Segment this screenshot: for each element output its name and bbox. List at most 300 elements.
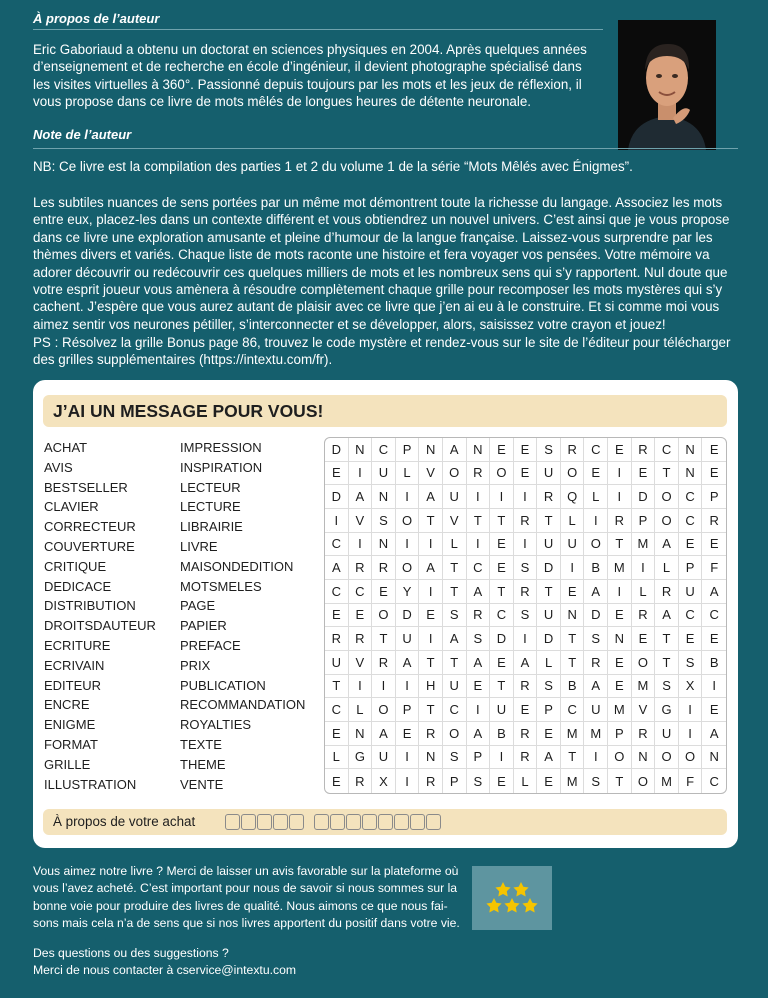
note-body-line: entre eux, placez-les dans un contexte différent et vous obtiendrez un nouvel univers. C’est ainsi que je vous propose xyxy=(33,212,730,228)
grid-cell[interactable]: U xyxy=(537,604,561,628)
word-item: THEME xyxy=(180,756,226,772)
grid-cell[interactable]: R xyxy=(349,769,373,793)
grid-cell[interactable]: A xyxy=(467,651,491,675)
grid-cell[interactable]: R xyxy=(702,509,726,533)
grid-cell[interactable]: O xyxy=(608,746,632,770)
word-item: DEDICACE xyxy=(44,578,112,594)
grid-cell[interactable]: T xyxy=(419,509,443,533)
word-item: BESTSELLER xyxy=(44,479,128,495)
grid-cell[interactable]: L xyxy=(514,769,538,793)
grid-cell[interactable]: U xyxy=(396,627,420,651)
grid-cell[interactable]: N xyxy=(632,746,656,770)
grid-cell[interactable]: H xyxy=(419,675,443,699)
grid-cell[interactable]: O xyxy=(490,462,514,486)
grid-cell[interactable]: B xyxy=(490,722,514,746)
grid-cell[interactable]: E xyxy=(608,675,632,699)
grid-cell[interactable]: U xyxy=(655,722,679,746)
grid-cell[interactable]: N xyxy=(372,533,396,557)
grid-cell[interactable]: A xyxy=(467,580,491,604)
grid-cell[interactable]: T xyxy=(561,746,585,770)
grid-cell[interactable]: I xyxy=(467,698,491,722)
grid-cell[interactable]: I xyxy=(396,746,420,770)
word-item: AVIS xyxy=(44,459,73,475)
grid-cell[interactable]: O xyxy=(655,485,679,509)
grid-cell[interactable]: C xyxy=(584,438,608,462)
grid-cell[interactable]: T xyxy=(419,651,443,675)
author-bio-line: vous propose dans ce livre de mots mêlés de longues heures de détente neuronale. xyxy=(33,94,532,110)
grid-cell[interactable]: E xyxy=(561,580,585,604)
grid-cell[interactable]: C xyxy=(679,604,703,628)
grid-cell[interactable]: C xyxy=(325,533,349,557)
grid-cell[interactable]: O xyxy=(443,722,467,746)
grid-cell[interactable]: B xyxy=(561,675,585,699)
grid-cell[interactable]: A xyxy=(419,485,443,509)
answer-letter-box[interactable] xyxy=(314,814,329,830)
grid-cell[interactable]: B xyxy=(702,651,726,675)
word-item: GRILLE xyxy=(44,756,91,772)
grid-cell[interactable]: I xyxy=(396,769,420,793)
grid-cell[interactable]: T xyxy=(561,651,585,675)
grid-cell[interactable]: N xyxy=(702,746,726,770)
grid-cell[interactable]: E xyxy=(537,769,561,793)
word-item: LIBRAIRIE xyxy=(180,519,243,535)
word-item: DROITSDAUTEUR xyxy=(44,618,156,634)
grid-cell[interactable]: D xyxy=(396,604,420,628)
grid-cell[interactable]: E xyxy=(702,533,726,557)
grid-cell[interactable]: I xyxy=(419,627,443,651)
grid-cell[interactable]: E xyxy=(467,675,491,699)
answer-letter-box[interactable] xyxy=(426,814,441,830)
grid-cell[interactable]: O xyxy=(396,556,420,580)
grid-cell[interactable]: I xyxy=(490,746,514,770)
answer-letter-box[interactable] xyxy=(378,814,393,830)
grid-cell[interactable]: N xyxy=(679,462,703,486)
grid-cell[interactable]: T xyxy=(561,627,585,651)
grid-cell[interactable]: E xyxy=(419,604,443,628)
grid-cell[interactable]: A xyxy=(443,627,467,651)
word-item: CORRECTEUR xyxy=(44,519,136,535)
grid-cell[interactable]: I xyxy=(561,556,585,580)
grid-cell[interactable]: E xyxy=(490,438,514,462)
grid-cell[interactable]: I xyxy=(325,509,349,533)
grid-cell[interactable]: C xyxy=(561,698,585,722)
grid-cell[interactable]: N xyxy=(679,438,703,462)
grid-cell[interactable]: L xyxy=(584,485,608,509)
grid-cell[interactable]: X xyxy=(679,675,703,699)
grid-cell[interactable]: I xyxy=(396,485,420,509)
grid-cell[interactable]: E xyxy=(325,462,349,486)
grid-cell[interactable]: P xyxy=(608,722,632,746)
grid-cell[interactable]: E xyxy=(608,438,632,462)
answer-word-1-boxes xyxy=(225,814,304,830)
word-item: ECRITURE xyxy=(44,637,111,653)
grid-cell[interactable]: T xyxy=(419,698,443,722)
grid-cell[interactable]: R xyxy=(467,604,491,628)
grid-cell[interactable]: O xyxy=(443,462,467,486)
grid-cell[interactable]: A xyxy=(702,722,726,746)
grid-cell[interactable]: A xyxy=(655,604,679,628)
grid-cell[interactable]: M xyxy=(608,556,632,580)
grid-cell[interactable]: R xyxy=(537,485,561,509)
grid-cell[interactable]: O xyxy=(655,746,679,770)
grid-cell[interactable]: E xyxy=(514,698,538,722)
grid-cell[interactable]: O xyxy=(372,604,396,628)
grid-cell[interactable]: I xyxy=(372,675,396,699)
grid-cell[interactable]: E xyxy=(608,651,632,675)
grid-cell[interactable]: S xyxy=(537,438,561,462)
answer-letter-box[interactable] xyxy=(330,814,345,830)
grid-cell[interactable]: I xyxy=(396,675,420,699)
grid-cell[interactable]: N xyxy=(349,722,373,746)
grid-cell[interactable]: T xyxy=(443,651,467,675)
grid-cell[interactable]: E xyxy=(490,533,514,557)
grid-cell[interactable]: E xyxy=(349,604,373,628)
grid-cell[interactable]: L xyxy=(396,462,420,486)
word-item: CLAVIER xyxy=(44,499,99,515)
grid-cell[interactable]: E xyxy=(325,604,349,628)
note-body-line: votre esprit joueur vous amènera à résoudre complètement chaque grille pour recomposer les mots mystères qui s’y xyxy=(33,282,723,298)
grid-cell[interactable]: L xyxy=(655,556,679,580)
grid-cell[interactable]: I xyxy=(584,746,608,770)
grid-cell[interactable]: C xyxy=(467,556,491,580)
grid-cell[interactable]: Y xyxy=(396,580,420,604)
grid-cell[interactable]: R xyxy=(419,722,443,746)
grid-cell[interactable]: A xyxy=(537,746,561,770)
grid-cell[interactable]: S xyxy=(584,769,608,793)
answer-letter-box[interactable] xyxy=(273,814,288,830)
grid-cell[interactable]: V xyxy=(349,651,373,675)
grid-cell[interactable]: I xyxy=(679,722,703,746)
grid-cell[interactable]: A xyxy=(467,722,491,746)
grid-cell[interactable]: T xyxy=(608,769,632,793)
grid-cell[interactable]: A xyxy=(372,722,396,746)
grid-cell[interactable]: N xyxy=(372,485,396,509)
grid-cell[interactable]: D xyxy=(490,627,514,651)
grid-cell[interactable]: U xyxy=(325,651,349,675)
author-heading-rule xyxy=(33,29,603,30)
grid-cell[interactable]: S xyxy=(443,604,467,628)
grid-cell[interactable]: E xyxy=(490,651,514,675)
grid-cell[interactable]: R xyxy=(419,769,443,793)
grid-cell[interactable]: M xyxy=(584,722,608,746)
grid-cell[interactable]: C xyxy=(702,604,726,628)
grid-cell[interactable]: I xyxy=(349,462,373,486)
grid-cell[interactable]: T xyxy=(608,533,632,557)
grid-cell[interactable]: E xyxy=(584,462,608,486)
grid-cell[interactable]: T xyxy=(490,509,514,533)
grid-cell[interactable]: C xyxy=(679,509,703,533)
grid-cell[interactable]: N xyxy=(608,627,632,651)
grid-cell[interactable]: I xyxy=(608,580,632,604)
grid-cell[interactable]: C xyxy=(372,438,396,462)
grid-cell[interactable]: N xyxy=(561,604,585,628)
grid-cell[interactable]: A xyxy=(443,438,467,462)
grid-cell[interactable]: E xyxy=(537,722,561,746)
grid-cell[interactable]: U xyxy=(372,462,396,486)
grid-cell[interactable]: M xyxy=(561,722,585,746)
grid-cell[interactable]: I xyxy=(514,485,538,509)
grid-cell[interactable]: U xyxy=(372,746,396,770)
grid-cell[interactable]: S xyxy=(537,675,561,699)
grid-cell[interactable]: S xyxy=(514,556,538,580)
grid-cell[interactable]: T xyxy=(490,580,514,604)
grid-cell[interactable]: A xyxy=(702,580,726,604)
grid-cell[interactable]: R xyxy=(349,627,373,651)
grid-cell[interactable]: T xyxy=(490,675,514,699)
grid-cell[interactable]: D xyxy=(537,556,561,580)
grid-cell[interactable]: R xyxy=(467,462,491,486)
word-item: PUBLICATION xyxy=(180,677,266,693)
grid-cell[interactable]: U xyxy=(443,675,467,699)
grid-cell[interactable]: C xyxy=(709,773,719,789)
grid-cell[interactable]: G xyxy=(655,698,679,722)
grid-cell[interactable]: D xyxy=(325,438,349,462)
grid-cell[interactable]: D xyxy=(325,485,349,509)
grid-cell[interactable]: E xyxy=(372,580,396,604)
grid-cell[interactable]: T xyxy=(655,627,679,651)
grid-cell[interactable]: E xyxy=(702,627,726,651)
grid-cell[interactable]: V xyxy=(632,698,656,722)
grid-cell[interactable]: E xyxy=(679,627,703,651)
grid-cell[interactable]: U xyxy=(537,462,561,486)
grid-cell[interactable]: I xyxy=(419,533,443,557)
grid-cell[interactable]: P xyxy=(679,556,703,580)
grid-cell[interactable]: E xyxy=(396,722,420,746)
grid-cell[interactable]: I xyxy=(349,675,373,699)
grid-cell[interactable]: L xyxy=(537,651,561,675)
grid-cell[interactable]: V xyxy=(349,509,373,533)
grid-cell[interactable]: R xyxy=(561,438,585,462)
grid-cell[interactable]: E xyxy=(325,769,349,793)
grid-cell[interactable]: T xyxy=(537,509,561,533)
grid-cell[interactable]: I xyxy=(584,509,608,533)
grid-cell[interactable]: I xyxy=(467,533,491,557)
grid-cell[interactable]: E xyxy=(490,556,514,580)
grid-cell[interactable]: A xyxy=(514,651,538,675)
answer-letter-box[interactable] xyxy=(410,814,425,830)
note-body-line: cachent. J’espère que vous aurez autant de plaisir avec ce livre que j’en ai eu à le construire. Et si comme moi vous xyxy=(33,299,720,315)
grid-cell[interactable]: T xyxy=(443,580,467,604)
grid-cell[interactable]: I xyxy=(679,698,703,722)
grid-cell[interactable]: N xyxy=(349,438,373,462)
grid-cell[interactable]: R xyxy=(514,722,538,746)
grid-cell[interactable]: R xyxy=(372,556,396,580)
answer-letter-box[interactable] xyxy=(394,814,409,830)
grid-cell[interactable]: O xyxy=(632,651,656,675)
grid-cell[interactable]: S xyxy=(443,746,467,770)
grid-cell[interactable]: S xyxy=(655,675,679,699)
grid-cell[interactable]: C xyxy=(679,485,703,509)
grid-cell[interactable]: M xyxy=(632,533,656,557)
grid-cell[interactable]: O xyxy=(372,698,396,722)
grid-cell[interactable]: R xyxy=(349,556,373,580)
grid-cell[interactable]: R xyxy=(584,651,608,675)
grid-cell[interactable]: L xyxy=(325,746,349,770)
grid-cell[interactable]: L xyxy=(349,698,373,722)
grid-cell[interactable]: R xyxy=(514,675,538,699)
grid-cell[interactable]: A xyxy=(349,485,373,509)
grid-cell[interactable]: L xyxy=(561,509,585,533)
word-item: ACHAT xyxy=(44,440,88,455)
grid-cell[interactable]: E xyxy=(514,462,538,486)
review-line: vous l’avez acheté. C’est important pour nous de savoir si nous sommes sur la xyxy=(33,881,458,896)
grid-cell[interactable]: R xyxy=(372,651,396,675)
grid-cell[interactable]: E xyxy=(702,698,726,722)
grid-cell[interactable]: S xyxy=(372,509,396,533)
grid-cell[interactable]: P xyxy=(537,698,561,722)
grid-cell[interactable]: V xyxy=(419,462,443,486)
grid-cell[interactable]: P xyxy=(396,698,420,722)
answer-letter-box[interactable] xyxy=(362,814,377,830)
grid-cell[interactable]: C xyxy=(349,580,373,604)
word-item: FORMAT xyxy=(44,736,98,752)
grid-cell[interactable]: V xyxy=(443,509,467,533)
grid-cell[interactable]: E xyxy=(632,627,656,651)
grid-cell[interactable]: A xyxy=(584,580,608,604)
grid-cell[interactable]: N xyxy=(419,746,443,770)
grid-cell[interactable]: C xyxy=(325,698,349,722)
grid-cell[interactable]: P xyxy=(632,509,656,533)
grid-cell[interactable]: T xyxy=(655,462,679,486)
grid-cell[interactable]: A xyxy=(325,556,349,580)
grid-cell[interactable]: M xyxy=(632,675,656,699)
note-ps-line: PS : Résolvez la grille Bonus page 86, trouvez le code mystère et rendez-vous sur le site de l’éditeur pour télécharger xyxy=(33,335,731,350)
answer-letter-box[interactable] xyxy=(289,814,304,830)
grid-cell[interactable]: R xyxy=(632,438,656,462)
grid-cell[interactable]: I xyxy=(349,533,373,557)
grid-cell[interactable]: U xyxy=(679,580,703,604)
grid-cell[interactable]: O xyxy=(561,462,585,486)
grid-cell[interactable]: A xyxy=(655,533,679,557)
word-item: ILLUSTRATION xyxy=(44,776,137,792)
grid-cell[interactable]: P xyxy=(702,485,726,509)
grid-cell[interactable]: E xyxy=(679,533,703,557)
answer-letter-box[interactable] xyxy=(257,814,272,830)
grid-cell[interactable]: G xyxy=(349,746,373,770)
grid-cell[interactable]: N xyxy=(419,438,443,462)
grid-cell[interactable]: E xyxy=(632,462,656,486)
grid-cell[interactable]: E xyxy=(608,604,632,628)
grid-cell[interactable]: I xyxy=(514,533,538,557)
grid-cell[interactable]: R xyxy=(514,580,538,604)
grid-cell[interactable]: O xyxy=(584,533,608,557)
grid-cell[interactable]: R xyxy=(514,509,538,533)
grid-cell[interactable]: C xyxy=(490,604,514,628)
grid-cell[interactable]: E xyxy=(325,722,349,746)
grid-cell[interactable]: O xyxy=(655,509,679,533)
grid-cell[interactable]: F xyxy=(679,769,703,793)
grid-cell[interactable]: S xyxy=(679,651,703,675)
grid-cell[interactable]: C xyxy=(443,698,467,722)
grid-cell[interactable]: I xyxy=(514,627,538,651)
grid-cell[interactable]: U xyxy=(537,533,561,557)
grid-cell[interactable]: D xyxy=(537,627,561,651)
word-item: ENCRE xyxy=(44,697,90,713)
word-item: ROYALTIES xyxy=(180,717,252,733)
grid-cell[interactable]: R xyxy=(514,746,538,770)
word-item: VENTE xyxy=(180,776,224,792)
grid-cell[interactable]: T xyxy=(372,627,396,651)
word-item: PAPIER xyxy=(180,618,227,634)
answer-letter-box[interactable] xyxy=(225,814,240,830)
grid-cell[interactable]: A xyxy=(419,556,443,580)
grid-cell[interactable]: R xyxy=(655,580,679,604)
grid-cell[interactable]: M xyxy=(608,698,632,722)
grid-cell[interactable]: P xyxy=(467,746,491,770)
grid-cell[interactable]: X xyxy=(372,769,396,793)
grid-cell[interactable]: D xyxy=(632,485,656,509)
grid-cell[interactable]: I xyxy=(608,485,632,509)
review-line: bonne voie pour produire des livres de qualité. Nous aimons ce que nous fai- xyxy=(33,898,448,913)
grid-cell[interactable]: E xyxy=(702,462,726,486)
word-item: INSPIRATION xyxy=(180,459,263,475)
grid-cell[interactable]: O xyxy=(396,509,420,533)
grid-cell[interactable]: B xyxy=(584,556,608,580)
grid-cell[interactable]: U xyxy=(584,698,608,722)
grid-cell[interactable]: F xyxy=(702,556,726,580)
note-body-line: Les subtiles nuances de sens portées par un même mot démontrent toute la richesse du langage. Associez les mots xyxy=(33,195,723,210)
grid-cell[interactable]: U xyxy=(443,485,467,509)
grid-cell[interactable]: M xyxy=(561,769,585,793)
grid-cell[interactable]: R xyxy=(325,627,349,651)
grid-cell[interactable]: S xyxy=(514,604,538,628)
grid-cell[interactable]: E xyxy=(702,438,726,462)
grid-cell[interactable]: R xyxy=(608,509,632,533)
grid-cell[interactable]: T xyxy=(443,556,467,580)
grid-cell[interactable]: I xyxy=(702,675,726,699)
grid-cell[interactable]: P xyxy=(443,769,467,793)
answer-letter-box[interactable] xyxy=(241,814,256,830)
grid-cell[interactable]: R xyxy=(632,604,656,628)
answer-letter-box[interactable] xyxy=(346,814,361,830)
grid-cell[interactable]: Q xyxy=(561,485,585,509)
grid-cell[interactable]: I xyxy=(396,533,420,557)
grid-cell[interactable]: E xyxy=(490,769,514,793)
grid-cell[interactable]: C xyxy=(325,580,349,604)
grid-cell[interactable]: D xyxy=(584,604,608,628)
grid-cell[interactable]: P xyxy=(396,438,420,462)
grid-cell[interactable]: A xyxy=(584,675,608,699)
grid-cell[interactable]: S xyxy=(467,769,491,793)
grid-cell[interactable]: I xyxy=(419,580,443,604)
grid-cell[interactable]: L xyxy=(632,580,656,604)
grid-cell[interactable]: L xyxy=(443,533,467,557)
grid-cell[interactable]: T xyxy=(325,675,349,699)
grid-cell[interactable]: A xyxy=(396,651,420,675)
grid-cell[interactable]: T xyxy=(467,509,491,533)
word-item: MAISONDEDITION xyxy=(180,558,294,574)
author-bio-line: Eric Gaboriaud a obtenu un doctorat en sciences physiques en 2004. Après quelques années xyxy=(33,42,587,57)
grid-cell[interactable]: U xyxy=(561,533,585,557)
grid-cell[interactable]: T xyxy=(655,651,679,675)
grid-cell[interactable]: U xyxy=(490,698,514,722)
grid-cell[interactable]: I xyxy=(490,485,514,509)
grid-cell[interactable]: S xyxy=(584,627,608,651)
grid-cell[interactable]: E xyxy=(514,438,538,462)
grid-cell[interactable]: I xyxy=(467,485,491,509)
grid-cell[interactable]: I xyxy=(608,462,632,486)
grid-cell[interactable]: I xyxy=(632,556,656,580)
grid-cell[interactable]: O xyxy=(632,769,656,793)
grid-cell[interactable]: S xyxy=(467,627,491,651)
grid-cell[interactable]: M xyxy=(655,769,679,793)
contact-email[interactable]: Merci de nous contacter à cservice@intextu.com xyxy=(33,963,297,978)
grid-cell[interactable]: R xyxy=(632,722,656,746)
grid-cell[interactable]: C xyxy=(655,438,679,462)
grid-cell[interactable]: T xyxy=(537,580,561,604)
grid-cell[interactable]: O xyxy=(679,746,703,770)
grid-cell[interactable]: N xyxy=(467,438,491,462)
